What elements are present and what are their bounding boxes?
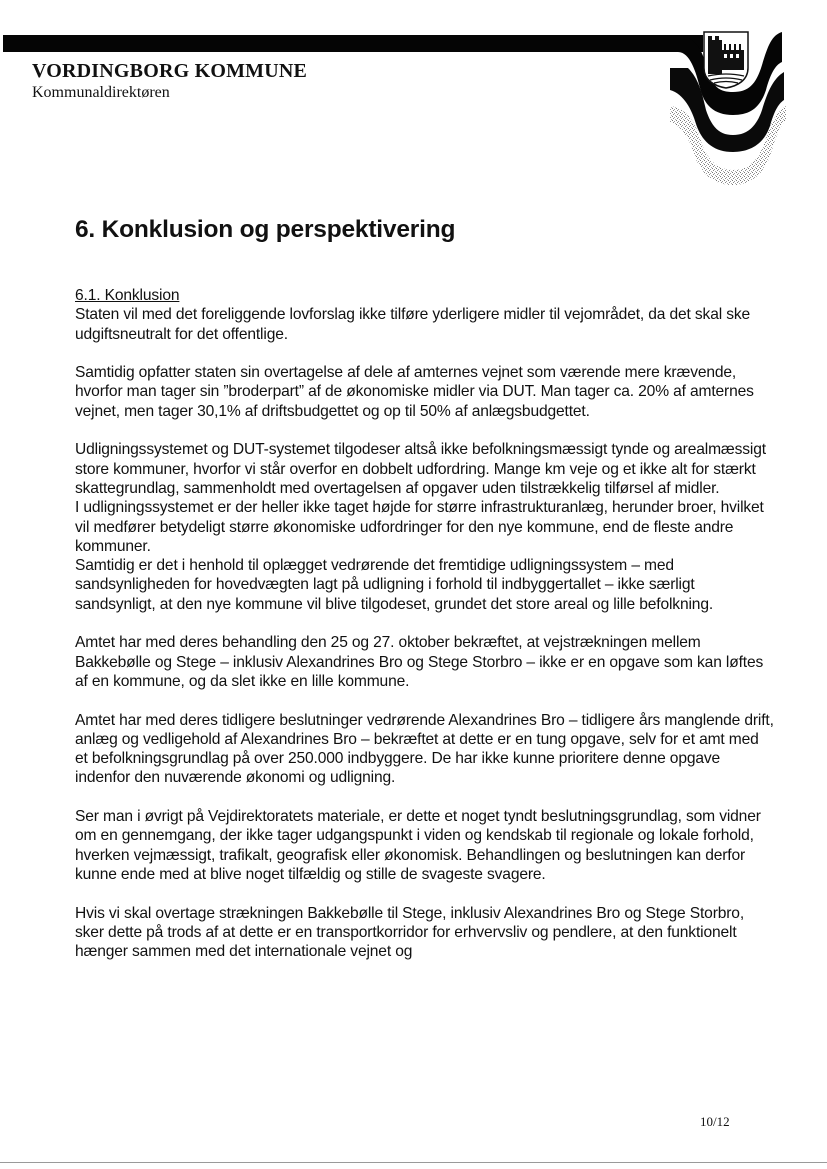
organization-name: VORDINGBORG KOMMUNE — [32, 60, 308, 82]
paragraph: Ser man i øvrigt på Vejdirektoratets materiale, er dette et noget tyndt beslutningsgrundlag, som vidner om en gennemgang, der ikke tager udgangspunkt i viden og kendskab til regionale og lokale forhold, hverken vejmæssigt, trafikalt, geografisk eller økonomisk. Behandlingen og beslutningen kan derfor kunne ende med at blive noget tilfældig og stille de svageste svagere. — [75, 808, 761, 883]
document-body — [75, 286, 775, 981]
paragraph: Hvis vi skal overtage strækningen Bakkebølle til Stege, inklusiv Alexandrines Bro og Stege Storbro, sker dette på trods af at dette er en transportkorridor for erhvervsliv og pendlere, at den funktionelt hænger sammen med det internationale vejnet og — [75, 904, 745, 961]
page-title: 6. Konklusion og perspektivering — [75, 216, 456, 243]
paragraph: Samtidig er det i henhold til oplægget vedrørende det fremtidige udligningssystem – med sandsynligheden for hovedvægten lagt på udligning i forhold til indbyggertallet – ikke særligt sandsynligt, at den nye kommune vil blive tilgodeset, grundet det store areal og lille befolkning. — [75, 557, 714, 613]
paragraph: Udligningssystemet og DUT-systemet tilgodeser altså ikke befolkningsmæssigt tynde og arealmæssigt store kommuner, hvorfor vi står overfor en dobbelt udfordring. Mange km veje og et ikke alt for stærkt skattegrundlag, sammenholdt med overtagelsen af opgaver uden tilstrækkelig tilførsel af midler. — [75, 441, 766, 497]
paragraph: Amtet har med deres behandling den 25 og 27. oktober bekræftet, at vejstrækningen mellem Bakkebølle og Stege – inklusiv Alexandrines Bro og Stege Storbro – ikke er en opgave som kan løftes af en kommune, og da slet ikke en lille kommune. — [75, 634, 764, 690]
section-heading: 6.1. Konklusion — [75, 287, 180, 304]
header-black-bar — [3, 35, 703, 52]
municipality-logo-icon — [640, 20, 827, 200]
paragraph: Amtet har med deres tidligere beslutninger vedrørende Alexandrines Bro – tidligere års manglende drift, anlæg og vedligehold af Alexandrines Bro – bekræftet at dette er en tung opgave, selv for et amt med et befolkningsgrundlag på over 250.000 indbyggere. De har ikke kunne prioritere denne opgave indenfor den nuværende økonomi og udligning. — [75, 711, 774, 787]
paragraph: Staten vil med det foreliggende lovforslag ikke tilføre yderligere midler til vejområdet, da det skal ske udgiftsneutralt for det offentlige. — [75, 306, 751, 343]
department-name: Kommunaldirektøren — [32, 84, 170, 101]
paragraph: I udligningssystemet er der heller ikke taget højde for større infrastrukturanlæg, herunder broer, hvilket vil medfører betydeligt større økonomiske udfordringer for den nye kommune, end de fleste andre kommuner. — [75, 499, 764, 555]
page-number: 10/12 — [700, 1114, 730, 1129]
paragraph: Samtidig opfatter staten sin overtagelse af dele af amternes vejnet som værende mere krævende, hvorfor man tager sin ”broderpart” af de økonomiske midler via DUT. Man tager ca. 20% af amternes vejnet, men tager 30,1% af driftsbudgettet og op til 50% af anlægsbudgettet. — [75, 364, 754, 420]
footer-rule — [0, 1162, 827, 1163]
